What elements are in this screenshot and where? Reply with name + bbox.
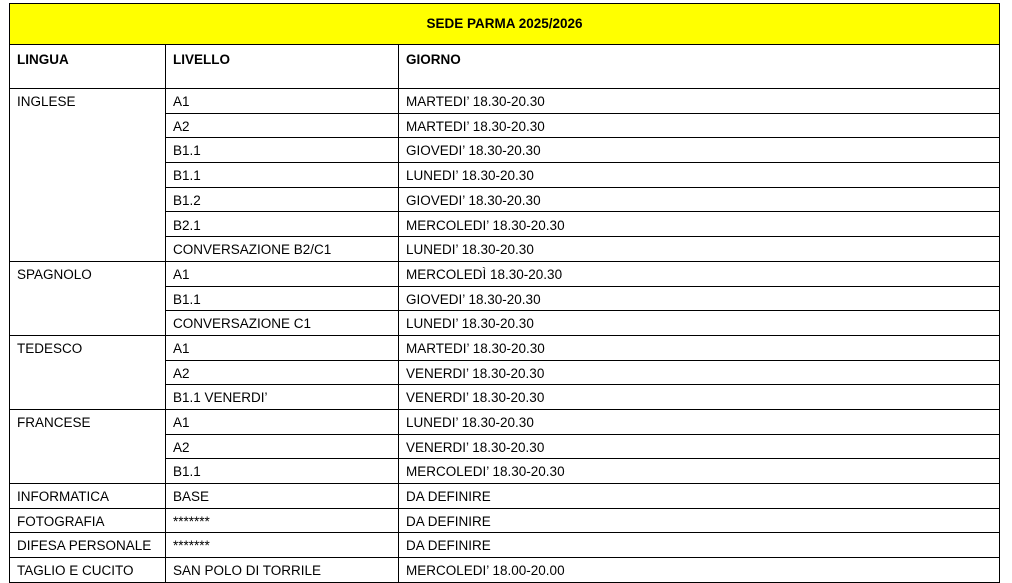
table-row: [10, 89, 1000, 114]
cell-lingua: [10, 212, 166, 237]
cell-giorno: DA DEFINIRE: [399, 533, 1000, 558]
cell-giorno: DA DEFINIRE: [399, 508, 1000, 533]
cell-livello: A2: [166, 113, 399, 138]
cell-giorno: MERCOLEDÌ 18.30-20.30: [399, 261, 1000, 286]
cell-giorno: MERCOLEDI’ 18.00-20.00: [399, 558, 1000, 583]
table-row: [10, 360, 1000, 385]
cell-giorno: DA DEFINIRE: [399, 484, 1000, 509]
table-title: SEDE PARMA 2025/2026: [10, 4, 1000, 45]
table-row: [10, 508, 1000, 533]
cell-lingua: [10, 237, 166, 262]
title-row: [10, 4, 1000, 45]
cell-giorno: MERCOLEDI’ 18.30-20.30: [399, 459, 1000, 484]
cell-giorno: GIOVEDI’ 18.30-20.30: [399, 286, 1000, 311]
cell-giorno: MARTEDI’ 18.30-20.30: [399, 335, 1000, 360]
cell-lingua: [10, 311, 166, 336]
table-row: [10, 484, 1000, 509]
cell-giorno: MARTEDI’ 18.30-20.30: [399, 89, 1000, 114]
table-row: [10, 113, 1000, 138]
cell-giorno: LUNEDI’ 18.30-20.30: [399, 163, 1000, 188]
cell-livello: B1.1: [166, 459, 399, 484]
cell-livello: B1.1: [166, 286, 399, 311]
cell-livello: *******: [166, 508, 399, 533]
cell-lingua: DIFESA PERSONALE: [10, 533, 166, 558]
cell-lingua: [10, 360, 166, 385]
cell-lingua: [10, 138, 166, 163]
cell-giorno: GIOVEDI’ 18.30-20.30: [399, 187, 1000, 212]
cell-lingua: [10, 163, 166, 188]
cell-lingua: [10, 434, 166, 459]
table-row: [10, 385, 1000, 410]
cell-giorno: LUNEDI’ 18.30-20.30: [399, 409, 1000, 434]
cell-lingua: [10, 187, 166, 212]
table-row: [10, 187, 1000, 212]
table-row: [10, 311, 1000, 336]
table-row: [10, 459, 1000, 484]
cell-lingua: INGLESE: [10, 89, 166, 114]
cell-livello: A2: [166, 434, 399, 459]
cell-lingua: FRANCESE: [10, 409, 166, 434]
cell-livello: B1.1: [166, 138, 399, 163]
table-row: [10, 138, 1000, 163]
table-row: [10, 237, 1000, 262]
cell-livello: A1: [166, 335, 399, 360]
table-row: [10, 558, 1000, 583]
cell-giorno: LUNEDI’ 18.30-20.30: [399, 237, 1000, 262]
cell-livello: *******: [166, 533, 399, 558]
cell-lingua: INFORMATICA: [10, 484, 166, 509]
table-row: [10, 434, 1000, 459]
cell-livello: CONVERSAZIONE C1: [166, 311, 399, 336]
table-row: [10, 212, 1000, 237]
cell-lingua: FOTOGRAFIA: [10, 508, 166, 533]
header-lingua: LINGUA: [10, 45, 166, 89]
cell-livello: B1.2: [166, 187, 399, 212]
cell-livello: B1.1 VENERDI’: [166, 385, 399, 410]
cell-lingua: SPAGNOLO: [10, 261, 166, 286]
table-row: [10, 335, 1000, 360]
table-row: [10, 409, 1000, 434]
cell-giorno: VENERDI’ 18.30-20.30: [399, 385, 1000, 410]
cell-livello: A2: [166, 360, 399, 385]
cell-livello: A1: [166, 409, 399, 434]
cell-lingua: TAGLIO E CUCITO: [10, 558, 166, 583]
table-row: [10, 261, 1000, 286]
header-livello: LIVELLO: [166, 45, 399, 89]
cell-lingua: [10, 286, 166, 311]
header-row: [10, 45, 1000, 89]
table-row: [10, 286, 1000, 311]
cell-giorno: LUNEDI’ 18.30-20.30: [399, 311, 1000, 336]
cell-livello: CONVERSAZIONE B2/C1: [166, 237, 399, 262]
cell-lingua: [10, 459, 166, 484]
cell-lingua: TEDESCO: [10, 335, 166, 360]
cell-lingua: [10, 113, 166, 138]
cell-livello: B1.1: [166, 163, 399, 188]
cell-giorno: VENERDI’ 18.30-20.30: [399, 360, 1000, 385]
cell-giorno: MERCOLEDI’ 18.30-20.30: [399, 212, 1000, 237]
cell-livello: A1: [166, 261, 399, 286]
cell-giorno: VENERDI’ 18.30-20.30: [399, 434, 1000, 459]
cell-livello: B2.1: [166, 212, 399, 237]
cell-lingua: [10, 385, 166, 410]
cell-giorno: GIOVEDI’ 18.30-20.30: [399, 138, 1000, 163]
cell-livello: A1: [166, 89, 399, 114]
schedule-table: [9, 3, 1000, 583]
cell-livello: SAN POLO DI TORRILE: [166, 558, 399, 583]
table-row: [10, 163, 1000, 188]
header-giorno: GIORNO: [399, 45, 1000, 89]
cell-livello: BASE: [166, 484, 399, 509]
table-row: [10, 533, 1000, 558]
cell-giorno: MARTEDI’ 18.30-20.30: [399, 113, 1000, 138]
